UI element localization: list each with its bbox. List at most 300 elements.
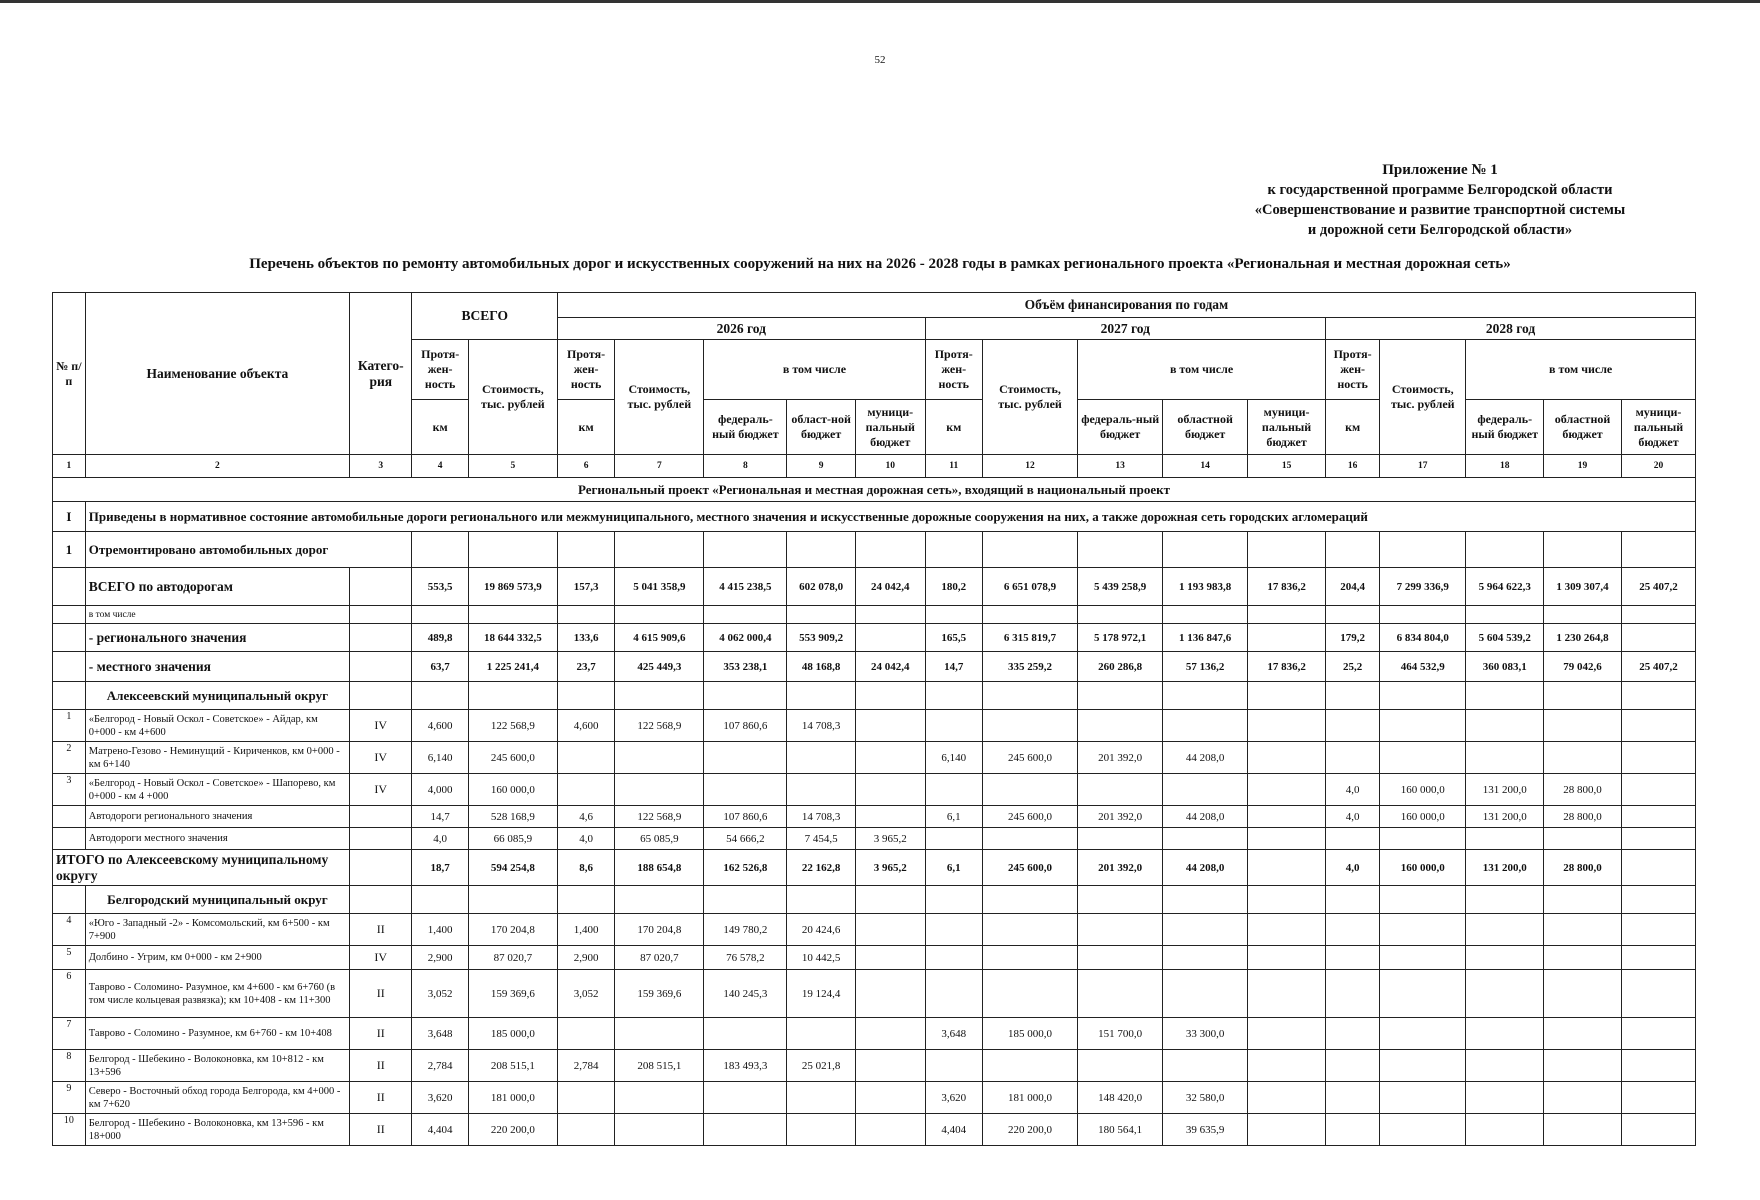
value-col-10: [855, 806, 925, 828]
value-col-16: [1325, 914, 1379, 946]
value-col-17: [1380, 710, 1466, 742]
value-col-10: [855, 624, 925, 652]
value-col-7: 188 654,8: [615, 850, 704, 886]
row-num: [53, 652, 86, 682]
value-col-6: 4,600: [557, 710, 614, 742]
value-col-7: [615, 774, 704, 806]
value-col-7: [615, 742, 704, 774]
value-col-15: [1248, 806, 1326, 828]
value-col-14: [1163, 970, 1248, 1018]
value-col-10: [855, 1082, 925, 1114]
value-col-13: 201 392,0: [1078, 742, 1163, 774]
value-col-7: [615, 1114, 704, 1146]
value-col-12: 245 600,0: [982, 806, 1077, 828]
header-cost-total: Стоимость, тыс. рублей: [468, 340, 557, 455]
value-col-15: [1248, 1018, 1326, 1050]
header-cost-2027: Стоимость, тыс. рублей: [982, 340, 1077, 455]
value-col-4: 3,620: [412, 1082, 468, 1114]
appendix-line-3: «Совершенствование и развитие транспортной системы: [1254, 202, 1626, 218]
column-index-12: 12: [982, 455, 1077, 478]
value-col-15: [1248, 886, 1326, 914]
row-category: [350, 624, 412, 652]
value-col-12: 6 315 819,7: [982, 624, 1077, 652]
value-col-20: [1621, 710, 1695, 742]
value-col-17: 160 000,0: [1380, 774, 1466, 806]
header-total: ВСЕГО: [412, 293, 557, 340]
value-col-12: [982, 914, 1077, 946]
value-col-19: 79 042,6: [1544, 652, 1622, 682]
object-category: IV: [350, 946, 412, 970]
value-col-14: 1 136 847,6: [1163, 624, 1248, 652]
value-col-20: [1621, 532, 1695, 568]
row-name: в том числе: [85, 606, 349, 624]
value-col-14: 1 193 983,8: [1163, 568, 1248, 606]
value-col-19: [1544, 682, 1622, 710]
value-col-4: 2,784: [412, 1050, 468, 1082]
value-col-5: 1 225 241,4: [468, 652, 557, 682]
value-col-13: 201 392,0: [1078, 806, 1163, 828]
header-obl-2028: областной бюджет: [1544, 400, 1622, 455]
table-row: [53, 1082, 1696, 1114]
value-col-16: [1325, 1018, 1379, 1050]
header-name: Наименование объекта: [85, 293, 349, 455]
value-col-18: 5 964 622,3: [1466, 568, 1544, 606]
value-col-18: [1466, 1082, 1544, 1114]
value-col-10: [855, 742, 925, 774]
column-index-15: 15: [1248, 455, 1326, 478]
value-col-7: 4 615 909,6: [615, 624, 704, 652]
value-col-14: 44 208,0: [1163, 806, 1248, 828]
value-col-4: [412, 886, 468, 914]
value-col-10: [855, 606, 925, 624]
value-col-6: 23,7: [557, 652, 614, 682]
value-col-7: 170 204,8: [615, 914, 704, 946]
value-col-8: 162 526,8: [704, 850, 787, 886]
value-col-17: [1380, 1018, 1466, 1050]
value-col-6: [557, 532, 614, 568]
row-name: ВСЕГО по автодорогам: [85, 568, 349, 606]
value-col-12: 245 600,0: [982, 850, 1077, 886]
object-category: II: [350, 1050, 412, 1082]
value-col-10: [855, 886, 925, 914]
value-col-11: 180,2: [925, 568, 982, 606]
header-cost-2028: Стоимость, тыс. рублей: [1380, 340, 1466, 455]
value-col-16: 25,2: [1325, 652, 1379, 682]
value-col-17: [1380, 682, 1466, 710]
header-km-2028: км: [1325, 400, 1379, 455]
row-num: 9: [53, 1082, 86, 1114]
column-index-row: [53, 455, 1696, 478]
row-category: [350, 806, 412, 828]
value-col-20: [1621, 850, 1695, 886]
value-col-5: 594 254,8: [468, 850, 557, 886]
value-col-20: [1621, 682, 1695, 710]
value-col-16: [1325, 1050, 1379, 1082]
value-col-9: [787, 886, 856, 914]
value-col-8: [704, 1082, 787, 1114]
value-col-15: [1248, 774, 1326, 806]
page-number: 52: [874, 54, 886, 66]
value-col-18: [1466, 606, 1544, 624]
appendix-header: [1220, 160, 1660, 240]
value-col-20: 25 407,2: [1621, 568, 1695, 606]
object-name: «Белгород - Новый Оскол - Советское» - Шапорево, км 0+000 - км 4 +000: [85, 774, 349, 806]
value-col-19: [1544, 1082, 1622, 1114]
value-col-8: [704, 532, 787, 568]
value-col-16: [1325, 1114, 1379, 1146]
row-num: [53, 568, 86, 606]
value-col-8: 149 780,2: [704, 914, 787, 946]
value-col-8: 54 666,2: [704, 828, 787, 850]
header-fed-2026: федераль-ный бюджет: [704, 400, 787, 455]
value-col-9: [787, 682, 856, 710]
column-index-17: 17: [1380, 455, 1466, 478]
row-num: [53, 886, 86, 914]
column-index-20: 20: [1621, 455, 1695, 478]
value-col-13: [1078, 532, 1163, 568]
value-col-13: [1078, 946, 1163, 970]
header-fed-2027: федераль-ный бюджет: [1078, 400, 1163, 455]
table-row: [53, 568, 1696, 606]
table-row: [53, 652, 1696, 682]
table-container: [52, 292, 1696, 1195]
district-title-row: [53, 886, 1696, 914]
value-col-4: 489,8: [412, 624, 468, 652]
value-col-8: 140 245,3: [704, 970, 787, 1018]
district-total-row: [53, 850, 1696, 886]
value-col-4: [412, 606, 468, 624]
value-col-8: [704, 1018, 787, 1050]
value-col-8: [704, 682, 787, 710]
value-col-12: [982, 828, 1077, 850]
value-col-19: [1544, 1114, 1622, 1146]
value-col-17: [1380, 532, 1466, 568]
objects-table: [52, 292, 1696, 1146]
value-col-12: 245 600,0: [982, 742, 1077, 774]
value-col-11: [925, 914, 982, 946]
table-row: [53, 742, 1696, 774]
value-col-20: [1621, 970, 1695, 1018]
value-col-18: [1466, 532, 1544, 568]
value-col-18: [1466, 828, 1544, 850]
object-name: Долбино - Угрим, км 0+000 - км 2+900: [85, 946, 349, 970]
row-num: 5: [53, 946, 86, 970]
value-col-17: [1380, 742, 1466, 774]
row-num: 7: [53, 1018, 86, 1050]
column-index-7: 7: [615, 455, 704, 478]
value-col-7: [615, 532, 704, 568]
column-index-19: 19: [1544, 455, 1622, 478]
value-col-10: [855, 1050, 925, 1082]
value-col-14: [1163, 606, 1248, 624]
value-col-10: 3 965,2: [855, 828, 925, 850]
column-index-5: 5: [468, 455, 557, 478]
value-col-6: 1,400: [557, 914, 614, 946]
column-index-3: 3: [350, 455, 412, 478]
value-col-13: [1078, 886, 1163, 914]
value-col-13: 201 392,0: [1078, 850, 1163, 886]
value-col-4: 3,648: [412, 1018, 468, 1050]
value-col-7: [615, 682, 704, 710]
subtotal-name: Автодороги местного значения: [85, 828, 349, 850]
value-col-19: [1544, 532, 1622, 568]
value-col-15: [1248, 742, 1326, 774]
row-num: 4: [53, 914, 86, 946]
column-index-16: 16: [1325, 455, 1379, 478]
value-col-7: 425 449,3: [615, 652, 704, 682]
value-col-6: 4,6: [557, 806, 614, 828]
value-col-19: [1544, 828, 1622, 850]
value-col-5: 122 568,9: [468, 710, 557, 742]
value-col-8: 4 415 238,5: [704, 568, 787, 606]
value-col-13: [1078, 710, 1163, 742]
table-row: [53, 774, 1696, 806]
value-col-15: [1248, 1114, 1326, 1146]
district-title: Алексеевский муниципальный округ: [85, 682, 349, 710]
value-col-7: 122 568,9: [615, 710, 704, 742]
row-name: - регионального значения: [85, 624, 349, 652]
header-incl-2026: в том числе: [704, 340, 925, 400]
table-row: [53, 946, 1696, 970]
value-col-18: [1466, 682, 1544, 710]
value-col-9: 602 078,0: [787, 568, 856, 606]
value-col-16: [1325, 946, 1379, 970]
row-num: [53, 806, 86, 828]
district-title-row: [53, 682, 1696, 710]
value-col-7: 122 568,9: [615, 806, 704, 828]
header-category: Катего-рия: [350, 293, 412, 455]
value-col-17: [1380, 970, 1466, 1018]
value-col-15: [1248, 1082, 1326, 1114]
column-index-4: 4: [412, 455, 468, 478]
header-fed-2028: федераль-ный бюджет: [1466, 400, 1544, 455]
value-col-9: [787, 774, 856, 806]
value-col-7: 159 369,6: [615, 970, 704, 1018]
table-row: [53, 710, 1696, 742]
value-col-12: [982, 970, 1077, 1018]
appendix-line-1: Приложение № 1: [1382, 162, 1498, 178]
value-col-13: [1078, 682, 1163, 710]
table-row: [53, 1018, 1696, 1050]
value-col-13: [1078, 828, 1163, 850]
value-col-12: [982, 532, 1077, 568]
value-col-5: 528 168,9: [468, 806, 557, 828]
object-category: II: [350, 1082, 412, 1114]
document-title: Перечень объектов по ремонту автомобильных дорог и искусственных сооружений на них на 2026 - 2028 годы в рамках регионального проекта «Региональная и местная дорожная сеть»: [249, 256, 1511, 272]
table-row: [53, 970, 1696, 1018]
value-col-5: 170 204,8: [468, 914, 557, 946]
value-col-18: 131 200,0: [1466, 806, 1544, 828]
row-num: [53, 682, 86, 710]
value-col-9: 48 168,8: [787, 652, 856, 682]
subtotal-name: Автодороги регионального значения: [85, 806, 349, 828]
value-col-9: 25 021,8: [787, 1050, 856, 1082]
value-col-9: 22 162,8: [787, 850, 856, 886]
value-col-15: 17 836,2: [1248, 568, 1326, 606]
value-col-13: 180 564,1: [1078, 1114, 1163, 1146]
header-mun-2028: муници-пальный бюджет: [1621, 400, 1695, 455]
column-index-2: 2: [85, 455, 349, 478]
table-row: [53, 1050, 1696, 1082]
value-col-11: 4,404: [925, 1114, 982, 1146]
object-category: II: [350, 1114, 412, 1146]
value-col-17: [1380, 1082, 1466, 1114]
column-index-1: 1: [53, 455, 86, 478]
value-col-4: 1,400: [412, 914, 468, 946]
value-col-17: 464 532,9: [1380, 652, 1466, 682]
row-num: 2: [53, 742, 86, 774]
value-col-11: 3,648: [925, 1018, 982, 1050]
value-col-8: [704, 1114, 787, 1146]
object-category: IV: [350, 774, 412, 806]
header-obl-2026: област-ной бюджет: [787, 400, 856, 455]
value-col-8: 76 578,2: [704, 946, 787, 970]
value-col-10: [855, 1114, 925, 1146]
value-col-11: [925, 532, 982, 568]
value-col-15: [1248, 624, 1326, 652]
value-col-14: 32 580,0: [1163, 1082, 1248, 1114]
value-col-6: [557, 1082, 614, 1114]
value-col-10: [855, 532, 925, 568]
column-index-10: 10: [855, 455, 925, 478]
value-col-4: 4,600: [412, 710, 468, 742]
value-col-7: 65 085,9: [615, 828, 704, 850]
value-col-13: 148 420,0: [1078, 1082, 1163, 1114]
row-category: [350, 606, 412, 624]
value-col-4: 63,7: [412, 652, 468, 682]
value-col-19: 28 800,0: [1544, 774, 1622, 806]
object-name: «Белгород - Новый Оскол - Советское» - Айдар, км 0+000 - км 4+600: [85, 710, 349, 742]
header-km-2027: км: [925, 400, 982, 455]
value-col-14: [1163, 946, 1248, 970]
value-col-4: [412, 682, 468, 710]
value-col-14: [1163, 886, 1248, 914]
table-row: [53, 806, 1696, 828]
value-col-19: [1544, 742, 1622, 774]
header-km-total: км: [412, 400, 468, 455]
value-col-18: 5 604 539,2: [1466, 624, 1544, 652]
value-col-12: [982, 946, 1077, 970]
value-col-6: [557, 1018, 614, 1050]
row-category: [350, 682, 412, 710]
object-name: Северо - Восточный обход города Белгорода, км 4+000 - км 7+620: [85, 1082, 349, 1114]
header-incl-2028: в том числе: [1466, 340, 1696, 400]
section-1-num: 1: [53, 532, 86, 568]
value-col-5: [468, 886, 557, 914]
value-col-17: [1380, 606, 1466, 624]
value-col-20: [1621, 914, 1695, 946]
value-col-16: 204,4: [1325, 568, 1379, 606]
value-col-10: 3 965,2: [855, 850, 925, 886]
header-obl-2027: областной бюджет: [1163, 400, 1248, 455]
table-row: [53, 828, 1696, 850]
value-col-6: [557, 1114, 614, 1146]
value-col-18: [1466, 710, 1544, 742]
value-col-7: [615, 1082, 704, 1114]
value-col-18: [1466, 1114, 1544, 1146]
column-index-11: 11: [925, 455, 982, 478]
row-num: 1: [53, 710, 86, 742]
appendix-line-4: и дорожной сети Белгородской области»: [1307, 222, 1573, 238]
value-col-15: [1248, 682, 1326, 710]
value-col-16: [1325, 682, 1379, 710]
value-col-19: 28 800,0: [1544, 850, 1622, 886]
value-col-13: [1078, 606, 1163, 624]
value-col-17: [1380, 914, 1466, 946]
value-col-11: 6,1: [925, 850, 982, 886]
value-col-18: [1466, 1018, 1544, 1050]
value-col-6: [557, 742, 614, 774]
value-col-12: 6 651 078,9: [982, 568, 1077, 606]
header-num: № п/п: [53, 293, 86, 455]
value-col-16: [1325, 970, 1379, 1018]
row-num: [53, 606, 86, 624]
header-mun-2027: муници-пальный бюджет: [1248, 400, 1326, 455]
value-col-17: 160 000,0: [1380, 806, 1466, 828]
row-num: 10: [53, 1114, 86, 1146]
header-mun-2026: муници-пальный бюджет: [855, 400, 925, 455]
value-col-20: [1621, 742, 1695, 774]
value-col-13: 260 286,8: [1078, 652, 1163, 682]
value-col-7: 208 515,1: [615, 1050, 704, 1082]
value-col-14: 39 635,9: [1163, 1114, 1248, 1146]
value-col-18: [1466, 970, 1544, 1018]
value-col-14: [1163, 1050, 1248, 1082]
value-col-11: [925, 710, 982, 742]
value-col-11: 6,140: [925, 742, 982, 774]
value-col-12: [982, 1050, 1077, 1082]
value-col-18: [1466, 946, 1544, 970]
section-i-text: Приведены в нормативное состояние автомобильные дороги регионального или межмуниципального, местного значения и искусственные дорожные сооружения на них, а также дорожная сеть городских агломераций: [85, 502, 1695, 532]
value-col-18: [1466, 886, 1544, 914]
header-year-2027: 2027 год: [925, 318, 1325, 340]
object-name: Таврово - Соломино- Разумное, км 4+600 - км 6+760 (в том числе кольцевая развязка); км 10+408 - км 11+300: [85, 970, 349, 1018]
value-col-11: [925, 682, 982, 710]
value-col-5: 208 515,1: [468, 1050, 557, 1082]
header-year-2026: 2026 год: [557, 318, 925, 340]
value-col-14: 57 136,2: [1163, 652, 1248, 682]
value-col-15: [1248, 946, 1326, 970]
value-col-7: 5 041 358,9: [615, 568, 704, 606]
value-col-8: [704, 886, 787, 914]
value-col-6: 157,3: [557, 568, 614, 606]
district-total-name: ИТОГО по Алексеевскому муниципальному округу: [53, 850, 350, 886]
value-col-12: 185 000,0: [982, 1018, 1077, 1050]
value-col-9: 14 708,3: [787, 710, 856, 742]
header-incl-2027: в том числе: [1078, 340, 1326, 400]
value-col-19: [1544, 886, 1622, 914]
value-col-16: [1325, 532, 1379, 568]
value-col-16: [1325, 1082, 1379, 1114]
value-col-8: 107 860,6: [704, 710, 787, 742]
value-col-5: 160 000,0: [468, 774, 557, 806]
value-col-14: 44 208,0: [1163, 742, 1248, 774]
value-col-20: [1621, 1050, 1695, 1082]
value-col-17: 6 834 804,0: [1380, 624, 1466, 652]
value-col-5: 245 600,0: [468, 742, 557, 774]
value-col-6: [557, 606, 614, 624]
value-col-20: [1621, 1114, 1695, 1146]
value-col-4: 3,052: [412, 970, 468, 1018]
value-col-20: 25 407,2: [1621, 652, 1695, 682]
row-num: [53, 624, 86, 652]
value-col-6: 2,784: [557, 1050, 614, 1082]
value-col-9: 14 708,3: [787, 806, 856, 828]
table-row: [53, 1114, 1696, 1146]
value-col-8: 4 062 000,4: [704, 624, 787, 652]
value-col-9: [787, 742, 856, 774]
row-category: [350, 886, 412, 914]
